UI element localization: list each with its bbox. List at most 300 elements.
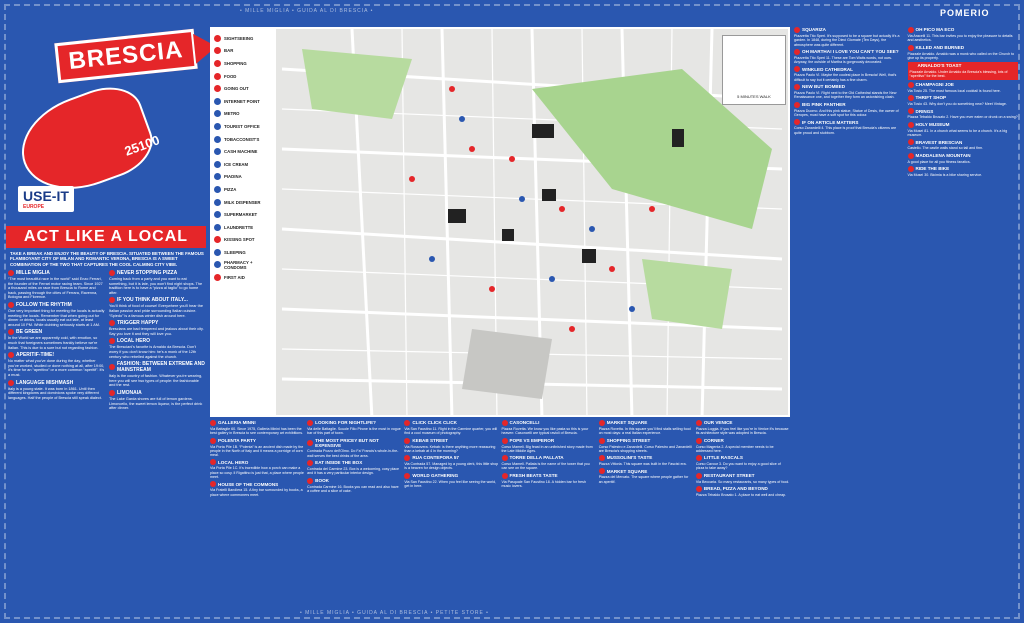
marker-icon <box>502 473 508 479</box>
tips-column-2 <box>109 270 206 614</box>
listing-text: Via Porta Pile 1C. It's incredible how a porch can make a place so cosy. Il Rigattino is just that, a place where people meet. <box>210 466 304 480</box>
listing-title <box>908 45 1019 51</box>
marker-icon <box>696 455 702 461</box>
legend-label: KISSING SPOT <box>224 237 255 243</box>
listing-title-text: KEBAB STREET <box>412 437 449 443</box>
listing-text: Via Musei 30. Bicimia is a bike sharing service. <box>907 172 983 177</box>
listing-text: Via Tosio 25. The most famous local cocktail is found here. <box>907 88 1001 93</box>
listing-item <box>908 139 1019 150</box>
listing-text: Corso Mameli. Big feast in an unfinished story made from the Late Middle Ages. <box>501 444 593 453</box>
legend-item <box>214 32 274 45</box>
marker-icon <box>109 338 115 344</box>
listing-title-text: TRIGGER HAPPY <box>117 320 159 327</box>
listing-title <box>109 338 206 344</box>
listing-text: Italy is a young state. It was born in 1861. Until then different kingdoms and dominions spoke very different languages. Half the people of Brescia still speak dialect. <box>8 386 102 400</box>
legend-icon <box>214 161 221 168</box>
listing-title <box>109 390 206 396</box>
listing-title-text: THRIFT SHOP <box>915 95 947 101</box>
listing-title <box>210 420 304 426</box>
listing-title-text: RIDE THE BIKE <box>915 166 950 172</box>
listing-item <box>210 438 304 458</box>
legend-item <box>214 108 274 121</box>
listing-title-text: NEW BUT BOMBED <box>802 84 846 90</box>
listing-item <box>502 473 596 489</box>
marker-icon <box>502 455 508 461</box>
top-right-strip: POMERIO <box>940 8 990 18</box>
legend-icon <box>214 35 221 42</box>
marker-icon <box>908 82 914 88</box>
marker-icon <box>8 329 14 335</box>
listing-title <box>794 66 905 72</box>
section-title: ACT LIKE A LOCAL <box>6 226 206 248</box>
legend-item <box>214 196 274 209</box>
listing-title <box>910 63 1017 69</box>
listing-title <box>599 438 693 444</box>
legend-item <box>214 271 274 284</box>
legend-item <box>214 45 274 58</box>
marker-icon <box>599 420 605 426</box>
legend-item <box>214 133 274 146</box>
listing-title-text: GALLERIA MINNI <box>218 420 256 426</box>
legend-icon <box>214 123 221 130</box>
legend-item <box>214 183 274 196</box>
listing-text: Via Tosio 43. Why don't you do something new? Meet Vintage. <box>907 102 1007 107</box>
listing-title-text: BIG PINK PANTHER <box>802 101 846 107</box>
listing-title-text: IF ON ARTICLE MATTERS <box>802 119 859 125</box>
city-map[interactable] <box>210 27 790 417</box>
listing-title <box>908 122 1019 128</box>
listing-title <box>696 486 790 492</box>
marker-icon <box>696 438 702 444</box>
listing-item <box>109 270 206 295</box>
marker-icon <box>109 390 115 396</box>
listing-title <box>908 82 1019 88</box>
listing-title-text: APERITIF-TIME! <box>16 352 55 359</box>
listing-title <box>908 153 1019 159</box>
listing-text: Brescians are bad tempered and jealous about their city. Say you love it and they will love you. <box>109 327 204 336</box>
marker-icon <box>404 473 410 479</box>
marker-icon <box>908 153 914 159</box>
listing-title <box>307 438 401 449</box>
listing-title-text: WINKLED CATHEDRAL <box>802 66 853 72</box>
legend-item <box>214 57 274 70</box>
legend-icon <box>214 224 221 231</box>
listing-title-text: ARNALDO'S TOAST <box>917 63 962 69</box>
listing-title <box>8 270 105 276</box>
listing-title-text: OH PICO MA ECO <box>915 27 955 33</box>
listing-title <box>696 438 790 444</box>
listing-item <box>502 420 596 436</box>
legend-label: PHARMACY + CONDOMS <box>224 259 253 270</box>
legend-icon <box>214 173 221 180</box>
listing-title-text: SQUARIZA <box>802 27 826 33</box>
listing-title <box>307 478 401 484</box>
legend-icon <box>214 261 221 268</box>
listing-text: Piazza Tebaldo Brusato 2. Have you ever eaten or drunk on a swing? <box>907 115 1018 120</box>
marker-icon <box>210 420 216 426</box>
legend-icon <box>214 73 221 80</box>
listing-title-text: LOCAL HERO <box>117 338 150 345</box>
listing-title-text: MARKET SQUARE <box>606 420 648 426</box>
legend-icon <box>214 136 221 143</box>
legend-label: SIGHTSEEING <box>224 35 254 41</box>
legend-label: METRO <box>224 111 240 117</box>
legend-label: ICE CREAM <box>224 161 249 167</box>
legend-item <box>214 145 274 158</box>
listing-column <box>307 420 401 616</box>
listing-item <box>599 438 693 454</box>
listing-text: Via delle Battaglie. Scuole Filio Pirone is the most in vogue bar of this part of town. <box>307 427 401 436</box>
legend-icon <box>214 199 221 206</box>
listing-column <box>696 420 790 616</box>
legend-label: LAUNDRETTE <box>224 224 254 230</box>
legend-icon <box>214 110 221 117</box>
listing-column <box>794 27 905 617</box>
legend-icon <box>214 60 221 67</box>
listing-text: Corso Zanardelli 4. This place is proof that Brescia's citizens are quite proud and stubborn. <box>794 126 897 135</box>
marker-icon <box>210 481 216 487</box>
listing-title-text: SHOPPING STREET <box>606 437 651 443</box>
listing-title <box>908 166 1019 172</box>
marker-icon <box>599 468 605 474</box>
legend-label: PIZZA <box>224 186 237 192</box>
listing-item <box>908 153 1019 164</box>
legend-item <box>214 158 274 171</box>
listing-item <box>8 302 105 327</box>
listing-title <box>404 473 498 479</box>
legend-item <box>214 82 274 95</box>
marker-icon <box>696 420 702 426</box>
marker-icon <box>109 297 115 303</box>
listing-title-text: CLICK CLICK CLICK <box>412 420 458 426</box>
listing-text: Piazza Vittoria. This square was built in the Fascist era. <box>598 462 687 467</box>
listing-item <box>109 390 206 411</box>
listing-item <box>908 62 1019 80</box>
listing-item <box>908 166 1019 177</box>
listing-item <box>404 473 498 489</box>
listing-text: Via Contrada 57. Managed by a young clerk, this little shop is a heaven for design objects. <box>404 462 499 471</box>
listing-title <box>404 438 498 444</box>
listing-title <box>794 84 905 90</box>
legend-item <box>214 120 274 133</box>
marker-icon <box>908 45 914 51</box>
listing-title <box>908 108 1019 114</box>
listing-title-text: LIMONAIA <box>117 389 142 396</box>
listing-column <box>908 27 1019 617</box>
listing-text: No matter what you've done during the day, whether you've worked, studied or done nothing at all, after 19:00, it's time for an “aperitivo” or a more common “aperitif”. It's a must. <box>8 359 105 377</box>
logo-text: USE-IT <box>23 188 69 204</box>
listing-item <box>404 455 498 471</box>
marker-icon <box>502 438 508 444</box>
legend-icon <box>214 85 221 92</box>
listing-text: Corso Cavour 3. Do you want to enjoy a good slice of pizza to take away? <box>695 462 781 471</box>
listing-title-text: LOOKING FOR NIGHTLIFE? <box>315 420 376 426</box>
listing-text: Piazzale Arnaldo. Under Arnaldo da Brescia's blessing, lots of “aperitivo” for the best. <box>909 70 1008 79</box>
marker-icon <box>794 84 800 90</box>
listing-text: Contrada del Carmine 23. Box is a welcoming, cosy place and it has a very particular interior design. <box>307 467 400 476</box>
marker-icon <box>307 460 313 466</box>
listing-title-text: MUSSOLINI'S TASTE <box>606 455 653 461</box>
listing-title-text: POPE VS EMPEROR <box>509 437 555 443</box>
listing-text: Via San Faustino 11. Right in the Carmine quarter, you will find a cool museum of photography. <box>404 427 498 436</box>
listing-item <box>908 122 1019 138</box>
listing-title-text: CORNER <box>703 437 724 443</box>
listing-title <box>8 302 105 308</box>
listing-title <box>696 455 790 461</box>
listing-text: Coming back from a party and you want to eat something, but it is late, you won't find night shops. The tradition here is to have a “pizza al taglio” to go home after. <box>109 277 203 295</box>
marker-icon <box>8 380 14 386</box>
legend-icon <box>214 236 221 243</box>
marker-icon <box>404 438 410 444</box>
marker-icon <box>307 440 313 446</box>
listing-title-text: CHAMPAGNI JOE <box>915 82 954 88</box>
listing-item <box>109 361 206 388</box>
listing-text: Piazzetta Tito Speri 11. These are Tom Waits words, not ours. Anyway, the outside of Martha is gorgeously decorated. <box>794 55 892 65</box>
listing-title <box>109 270 206 276</box>
listing-title-text: OUR VENICE <box>703 420 733 426</box>
listing-title <box>109 320 206 326</box>
listing-title <box>696 473 790 479</box>
brescia-sign <box>54 29 197 83</box>
legend-label: INTERNET POINT <box>224 98 260 104</box>
listing-title-text: LANGUAGE MISHMASH <box>16 379 74 386</box>
logo-sub: EUROPE <box>23 204 45 210</box>
listing-item <box>210 481 304 497</box>
legend-label: MILK DISPENSER <box>224 199 261 205</box>
listing-title-text: OH MARTHA! I LOVE YOU CAN'T YOU SEE? <box>802 49 899 55</box>
marker-icon <box>307 420 313 426</box>
listing-title <box>794 49 905 55</box>
listing-item <box>404 438 498 454</box>
legend-item <box>214 171 274 184</box>
marker-icon <box>696 486 702 492</box>
listing-title-text: FRESH BEATS TASTE <box>509 473 558 479</box>
listing-title-text: MARKET SQUARE <box>606 468 648 474</box>
listing-title-text: FOLLOW THE RHYTHM <box>16 301 72 308</box>
listing-item <box>696 486 790 497</box>
legend-label: FIRST AID <box>224 275 245 281</box>
listing-title-text: NEVER STOPPING PIZZA <box>117 270 178 276</box>
listing-title <box>307 460 401 466</box>
listing-text: The Lake Garda shores are full of lemon gardens. Limoncello, the sweet lemon liqueur, is the perfect drink after dinner. <box>109 396 203 411</box>
listing-text: Corso Palestro e Zanardelli. Corso Palestro and Zanardelli are Brescia's shopping streets. <box>598 444 692 453</box>
marker-icon <box>8 302 14 308</box>
marker-icon <box>404 420 410 426</box>
marker-icon <box>794 119 800 125</box>
marker-icon <box>908 95 914 101</box>
listing-title-text: MILLE MIGLIA <box>16 270 50 276</box>
marker-icon <box>109 270 115 276</box>
listing-item <box>696 438 790 454</box>
marker-icon <box>599 455 605 461</box>
listing-title-text: RUA CONTEPORA 57 <box>412 455 459 461</box>
listing-text: The Bresciani's favorite is Arnaldo da Brescia. Don't worry if you don't know him: he's a monk of the 12th century who rebelled against the church. <box>109 345 197 359</box>
listing-title <box>502 455 596 461</box>
car-number: 25100 <box>122 132 162 159</box>
legend-item <box>214 259 274 272</box>
tips <box>8 270 206 614</box>
listing-title <box>404 420 498 426</box>
listing-column <box>404 420 498 616</box>
listing-title <box>8 380 105 386</box>
legend-item <box>214 208 274 221</box>
listing-item <box>696 455 790 471</box>
listing-item <box>307 478 401 494</box>
listing-text: Via Aracelli 11. This bar invites you to enjoy the pleasure to details and aesthetics. <box>907 34 1013 43</box>
listing-text: Via Porta Pile 1B. “Polenta” is an ancient dish made by the people in the North of Italy and it means a porridge of corn meal. <box>210 444 304 458</box>
marker-icon <box>109 320 115 326</box>
marker-icon <box>502 420 508 426</box>
listing-title-text: KILLED AND BURNED <box>915 44 965 50</box>
listing-title-text: IF YOU THINK ABOUT ITALY... <box>117 297 188 304</box>
legend-icon <box>214 186 221 193</box>
intro-text: TAKE A BREAK AND ENJOY THE BEAUTY OF BRESCIA. SITUATED BETWEEN THE FAMOUS FLAMBOYANT CITY OF MILAN AND ROMANTIC VERONA, BRESCIA IS A SWEET COMBINATION OF THE TWO THAT CAPTURES THE COOL CALMING CITY VIBE. <box>10 251 204 267</box>
use-it-logo <box>18 186 74 212</box>
listing-item <box>696 473 790 484</box>
listing-title <box>109 361 206 373</box>
listing-text: In the World we are apparently cold, with emotion, so much that foreigners sometimes frankly believe we're Italian. This is due to a sure but not regarding fashion. <box>8 336 99 350</box>
listing-item <box>599 420 693 436</box>
marker-icon <box>910 63 916 69</box>
legend-item <box>214 221 274 234</box>
listing-text: Piazza Loggia. If you feel like you're in Venice it's because its architecture style was adopted in Brescia. <box>695 427 789 436</box>
listing-item <box>794 66 905 82</box>
legend-icon <box>214 211 221 218</box>
listing-text: Via San Faustino 22. When you feel like seeing the world, get in here. <box>404 479 497 489</box>
listing-text: Via Rossovera. Kebab: is there anything more reassuring than a kebab at 4 in the morning? <box>404 444 496 453</box>
legend-item <box>214 95 274 108</box>
listing-title-text: CASONCELLI <box>509 420 540 426</box>
listing-title <box>502 438 596 444</box>
listing-item <box>794 49 905 65</box>
listing-text: “The most beautiful race in the world” said Enzo Ferrari, the founder of the Ferrari motor racing team. Since 1927 a thousand miles on race from Brescia to Rome and back, passing through the cities of Ferrara, Ravenna, Bologna and Florence. <box>8 277 103 300</box>
listing-title <box>599 455 693 461</box>
legend-item <box>214 246 274 259</box>
listing-title-text: BE GREEN <box>16 329 43 336</box>
listing-title <box>908 27 1019 33</box>
marker-icon <box>8 352 14 358</box>
listing-column <box>599 420 693 616</box>
listing-title-text: TORRE DELLA PALLATA <box>509 455 564 461</box>
bottom-strip: • MILLE MIGLIA • GUIDA AL DI BRESCIA • PETITE STORE • <box>300 610 489 616</box>
listing-item <box>502 455 596 471</box>
marker-icon <box>109 364 115 370</box>
tips-column-1 <box>8 270 105 614</box>
legend-icon <box>214 274 221 281</box>
listing-title <box>109 297 206 303</box>
listing-item <box>307 438 401 458</box>
listing-title <box>794 102 905 108</box>
listing-text: Via Fratelli Bandiera 15. A tiny bar surrounded by books, a place where commoners meet. <box>210 488 303 497</box>
listing-text: Via Pasquale San Faustino 18. A hidden bar for fresh music lovers. <box>501 479 586 489</box>
legend-label: SHOPPING <box>224 60 247 66</box>
listing-title-text: BRAVEST BRESCIAN <box>915 139 963 145</box>
marker-icon <box>794 102 800 108</box>
listing-text: Piazza Rovetta. We know you like pasta so this is your heaven: Casoncelli are typical ravioli of Brescia. <box>501 427 589 436</box>
listing-item <box>8 270 105 300</box>
listing-text: Contrada Pozzo dell'Olmo. Do Fa’ Francis's whole-in-the-wall serves the best drinks of the area. <box>307 449 399 458</box>
listing-item <box>794 84 905 100</box>
marker-icon <box>696 473 702 479</box>
listing-text: Piazzetta Tito Speri. It's supposed to be a square but actually it's a garden. In 1848, during the Dieci Giornate (Ten Days), the atmosphere was quite different. <box>794 34 900 47</box>
listing-item <box>794 119 905 135</box>
listing-item <box>210 459 304 479</box>
listing-text: Corso Magenta 2. A special member needs to be addressed here. <box>695 444 774 453</box>
marker-icon <box>599 438 605 444</box>
listing-title-text: BREAD, PIZZA AND BEYOND <box>703 486 768 492</box>
listing-item <box>908 45 1019 61</box>
listing-title-text: HOLY MUSEUM <box>915 121 950 127</box>
listing-title <box>210 438 304 444</box>
listing-text: Piazza Paolo VI. Maybe the coolest place in Brescia! Well, that's difficult to say but it certainly has a fine charm. <box>794 73 897 82</box>
marker-icon <box>8 270 14 276</box>
listing-item <box>109 320 206 336</box>
marker-icon <box>908 139 914 145</box>
listing-title-text: POLENTA PARTY <box>218 437 256 443</box>
marker-icon <box>908 166 914 172</box>
listing-item <box>8 352 105 377</box>
marker-icon <box>210 438 216 444</box>
legend-label: SLEEPING <box>224 249 246 255</box>
listing-title <box>908 95 1019 101</box>
legend-label: SUPERMARKET <box>224 212 258 218</box>
listing-title-text: MADDALENA MOUNTAIN <box>915 152 971 158</box>
top-strip: • MILLE MIGLIA • GUIDA AL DI BRESCIA • <box>240 8 374 14</box>
legend-label: CASH MACHINE <box>224 149 258 155</box>
legend-label: TOBACCONIST'S <box>224 136 260 142</box>
marker-icon <box>908 122 914 128</box>
listing-title <box>210 481 304 487</box>
marker-icon <box>794 27 800 33</box>
listing-text: Piazza del Mercato. The square where people gather for an aperitif. <box>598 475 689 484</box>
listing-title <box>8 352 105 358</box>
listing-item <box>210 420 304 436</box>
marker-icon <box>794 66 800 72</box>
listing-title-text: EAT INSIDE THE BOX <box>315 460 363 466</box>
legend-label: PIADINA <box>224 174 242 180</box>
listing-title <box>307 420 401 426</box>
listing-text: Piazza Rovetta. In this square you'll find stalls selling food on most days: a real Italian experience. <box>598 427 691 436</box>
right-listings <box>794 27 1018 617</box>
legend-icon <box>214 249 221 256</box>
listing-item <box>908 108 1019 119</box>
listing-title <box>599 468 693 474</box>
marker-icon <box>404 455 410 461</box>
title: BRESCIA <box>67 36 185 75</box>
listing-item <box>599 468 693 484</box>
listing-item <box>908 95 1019 106</box>
left-column <box>6 8 206 614</box>
listing-title-text: FASHION: BETWEEN EXTREME AND MAINSTREAM <box>117 361 205 374</box>
legend-label: TOURIST OFFICE <box>224 123 260 129</box>
listing-title-text: DRINGS <box>915 108 934 114</box>
listing-text: Via Beccaria. So many restaurants, so many types of food. <box>695 479 790 484</box>
listing-title <box>794 27 905 33</box>
listing-title-text: WORLD GATHERING <box>412 473 459 479</box>
listing-item <box>8 380 105 401</box>
legend-label: GOING OUT <box>224 86 249 92</box>
legend-label: FOOD <box>224 73 237 79</box>
marker-icon <box>307 478 313 484</box>
listing-title-text: BOOK <box>315 477 329 483</box>
marker-icon <box>908 27 914 33</box>
listing-text: You'll think of food of course! Everywhere you'll hear the Italian passion and pride surrounding Italian cuisine. “Spiedo” is a famous winter dish around here. <box>109 304 203 318</box>
listing-title-text: HOUSE OF THE COMMONS <box>218 481 279 487</box>
map-streets <box>212 29 790 417</box>
legend-item <box>214 234 274 247</box>
listing-text: Corso Mameli. Pallata is the name of the tower that you can see on the square. <box>501 462 590 471</box>
listing-item <box>599 455 693 466</box>
